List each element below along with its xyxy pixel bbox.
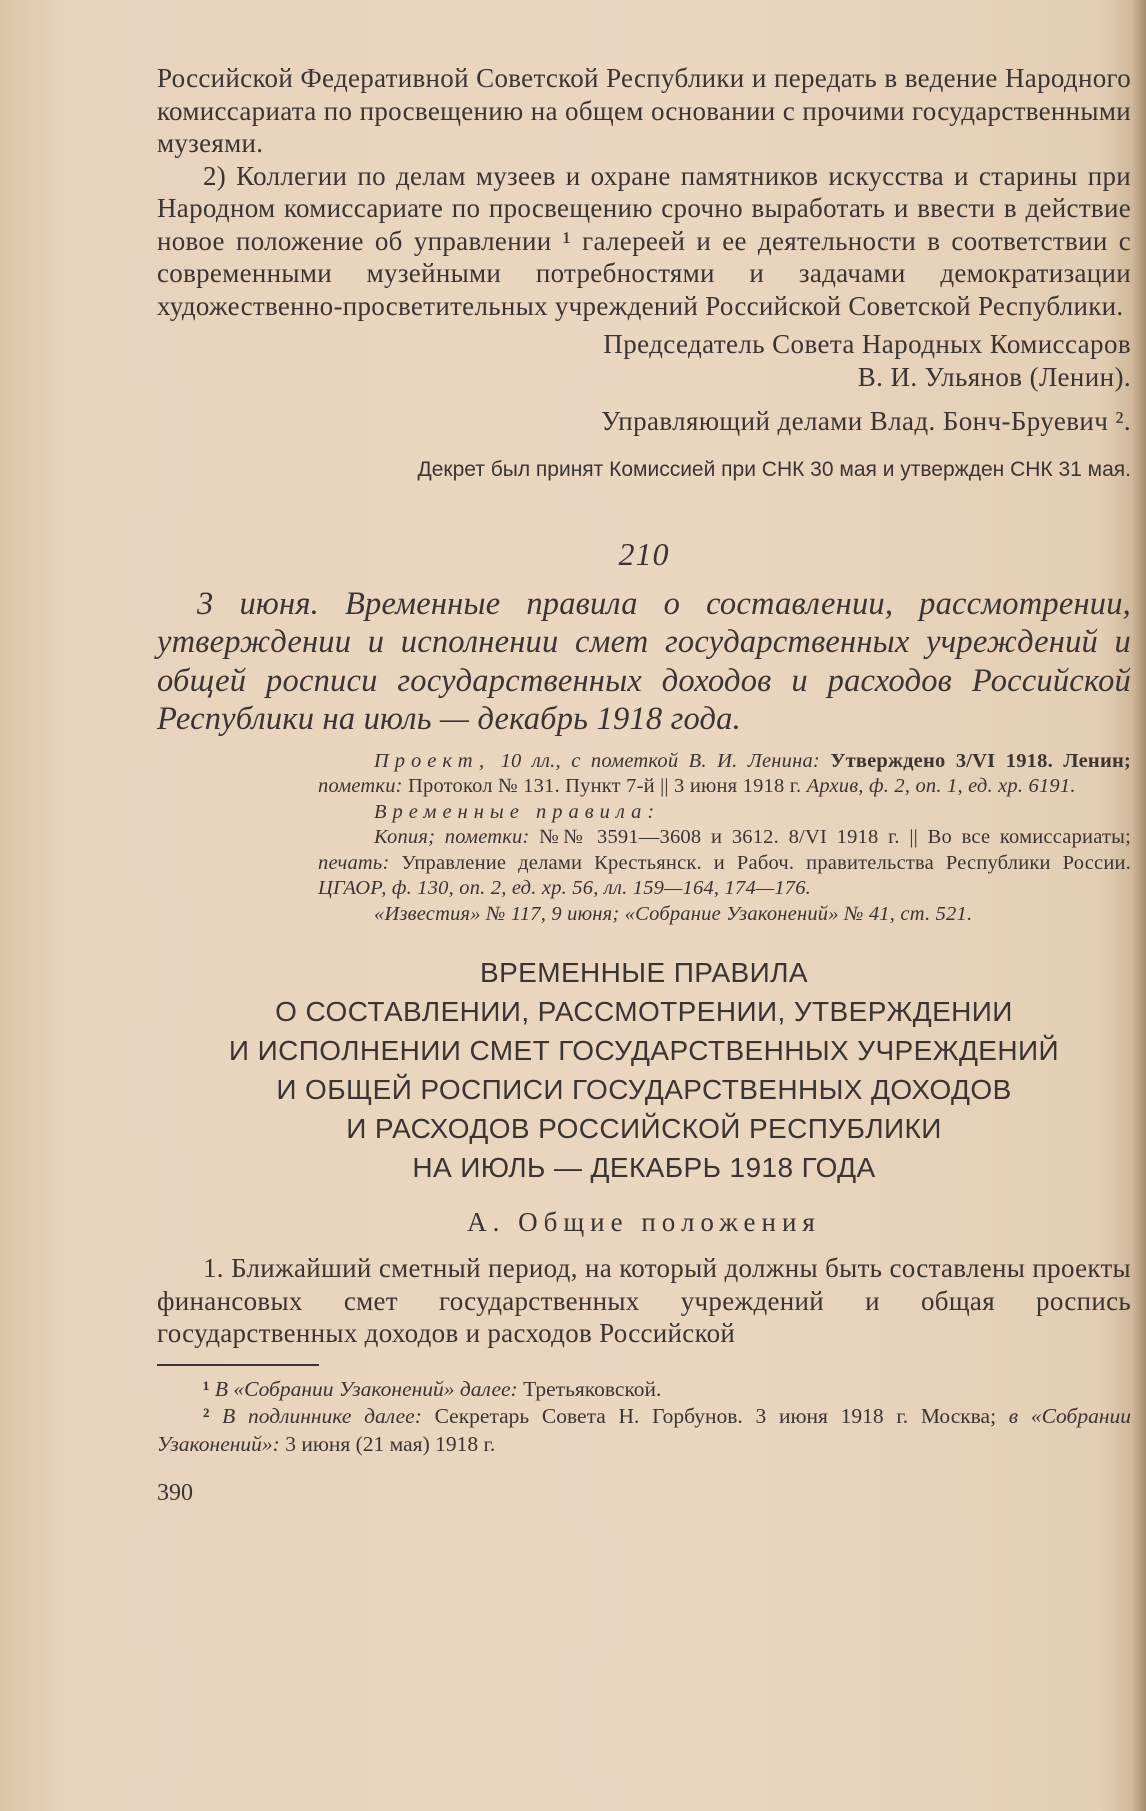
signature-title: Председатель Совета Народных Комиссаров	[603, 329, 1131, 359]
text-column	[157, 62, 1131, 1507]
heading-line: НА ИЮЛЬ — ДЕКАБРЬ 1918 ГОДА	[412, 1152, 876, 1183]
heading-line: И ИСПОЛНЕНИИ СМЕТ ГОСУДАРСТВЕННЫХ УЧРЕЖДЕНИЙ	[228, 1035, 1060, 1066]
heading-line: ВРЕМЕННЫЕ ПРАВИЛА	[480, 957, 808, 988]
binding-shadow	[1132, 0, 1146, 1811]
heading-line: И ОБЩЕЙ РОСПИСИ ГОСУДАРСТВЕННЫХ ДОХОДОВ	[276, 1074, 1012, 1105]
source-notes	[318, 749, 1131, 928]
section-a-heading: А. Общие положения	[467, 1207, 821, 1237]
footnotes	[157, 1376, 1131, 1459]
heading-line: О СОСТАВЛЕНИИ, РАССМОТРЕНИИ, УТВЕРЖДЕНИИ	[275, 996, 1013, 1027]
section-a-paragraph-1: 1. Ближайший сметный период, на который должны быть составлены проекты финансовых смет государственных учреждений и общая роспись государственных доходов и расходов Российской	[157, 1253, 1131, 1348]
footnote-2: ² В подлиннике далее: Секретарь Совета Н. Горбунов. 3 июня 1918 г. Москва; в «Собрании Узаконений»: 3 июня (21 мая) 1918 г.	[157, 1404, 1132, 1456]
point-2-paragraph: 2) Коллегии по делам музеев и охране памятников искусства и старины при Народном комиссариате по просвещению срочно выработать и ввести в действие новое положение об управлении ¹ галереей и ее деятельности в соответствии с современными музейными потребностями и задачами демократизации художественно-просветительных учреждений Российской Советской Республики.	[157, 160, 1131, 321]
source-3: «Известия» № 117, 9 июня; «Собрание Узаконений» № 41, ст. 521.	[374, 902, 973, 925]
rules-heading	[157, 953, 1131, 1187]
document-title: 3 июня. Временные правила о составлении, рассмотрении, утверждении и исполнении смет государственных учреждений и общей росписи государственных доходов и расходов Российской Республики на июль — декабрь 1918 года.	[157, 585, 1131, 737]
signature-name: В. И. Ульянов (Ленин).	[857, 361, 1131, 392]
signature-manager: Управляющий делами Влад. Бонч-Бруевич ².	[601, 406, 1131, 436]
page-number: 390	[157, 1480, 193, 1506]
source-2: Копия; пометки: №№ 3591—3608 и 3612. 8/VI 1918 г. || Во все комиссариаты; печать: Управление делами Крестьянск. и Рабоч. правительства Республики России. ЦГАОР, ф. 130, оп. 2, ед. хр. 56, лл. 159—164, 174—176.	[318, 826, 1131, 899]
source-2-label: Временные правила:	[374, 800, 661, 823]
footnote-1: ¹ В «Собрании Узаконений» далее: Третьяковской.	[203, 1376, 662, 1401]
heading-line: И РАСХОДОВ РОССИЙСКОЙ РЕСПУБЛИКИ	[346, 1113, 942, 1144]
intro-paragraph: Российской Федеративной Советской Республики и передать в ведение Народного комиссариата по просвещению на общем основании с прочими государственными музеями.	[157, 63, 1131, 158]
source-1: Проект, 10 лл., с пометкой В. И. Ленина: Утверждено 3/VI 1918. Ленин; пометки: Протокол № 131. Пункт 7-й || 3 июня 1918 г. Архив, ф. 2, оп. 1, ед. хр. 6191.	[318, 749, 1131, 797]
decree-note: Декрет был принят Комиссией при СНК 30 мая и утвержден СНК 31 мая.	[417, 457, 1131, 481]
document-number: 210	[618, 535, 670, 572]
